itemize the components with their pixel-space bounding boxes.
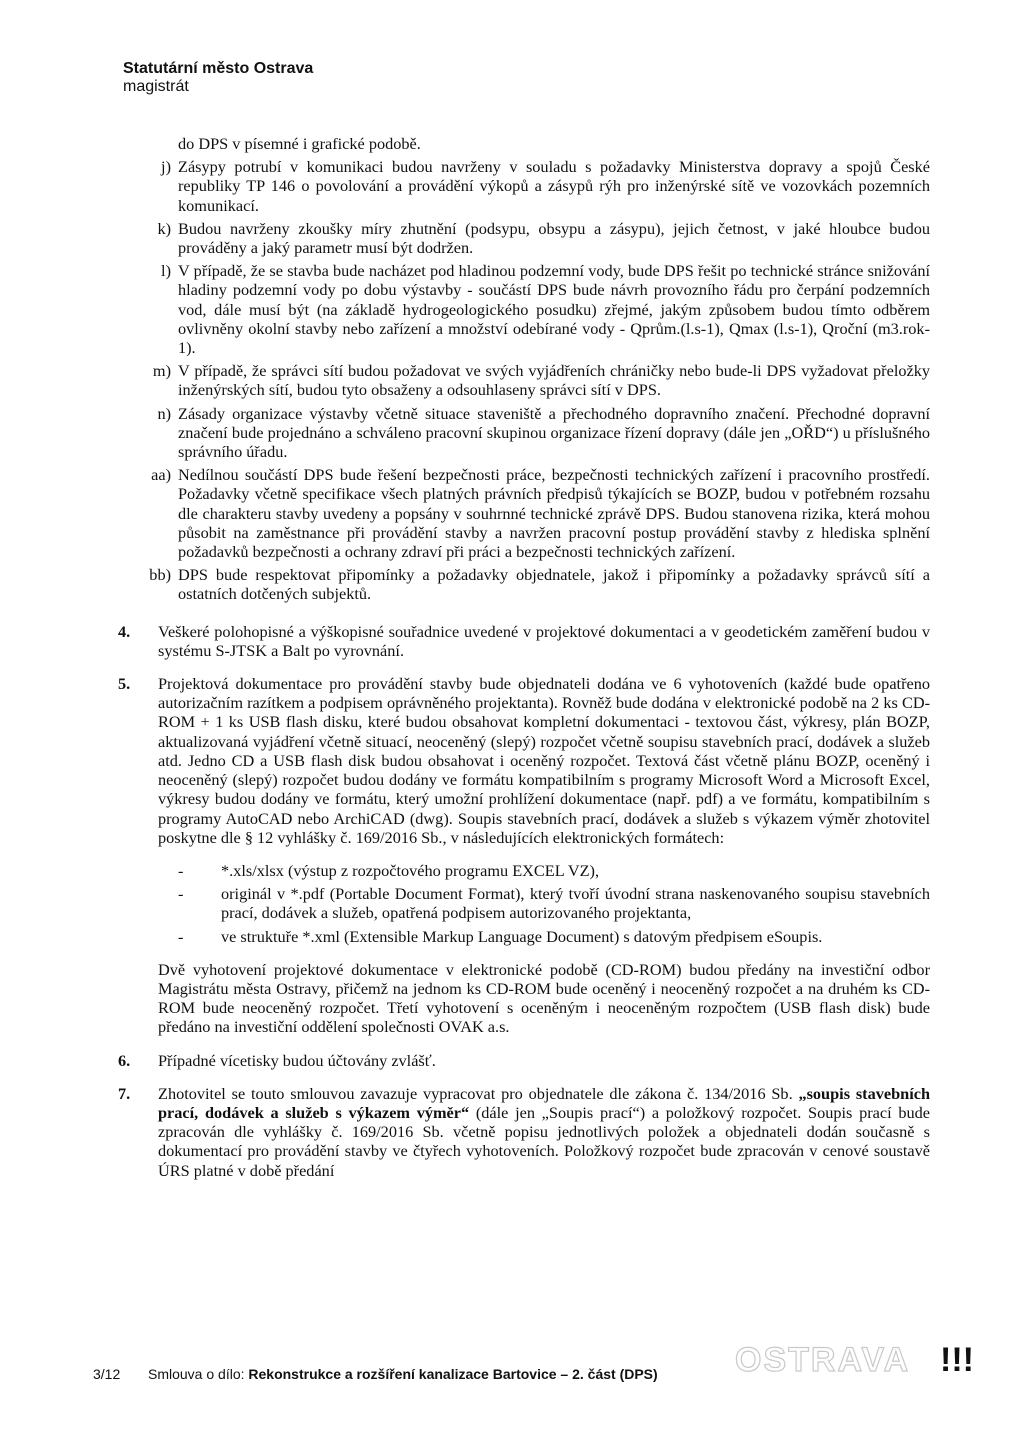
item-number: 6.	[118, 1050, 131, 1070]
item-7-text-a: Zhotovitel se touto smlouvou zavazuje vypracovat pro objednatele dle zákona č. 134/2016 Sb.	[158, 1083, 793, 1103]
sub-item-label: n)	[157, 403, 171, 423]
item-7-text-b: (dále jen „Soupis prací“) a položkový rozpočet. Soupis prací bude zpracován dle vyhlášky č. 169/2016 Sb. včetně popisu jednotlivých položek a objednateli dodán současně s dokumentací pro provádění stavby ve čtyřech vyhotoveních. Položkový rozpočet bude zpracován v cenové soustavě ÚRS platné v době předání	[158, 1102, 930, 1180]
sub-item-text: V případě, že se stavba bude nacházet pod hladinou podzemní vody, bude DPS řešit po technické stránce snižování hladiny podzemní vody po dobu výstavby - součástí DPS bude návrh provozního řádu pro čerpání podzemních vod, dále musí být (na základě hydrogeologického posudku) zřejmé, jakým způsobem budou tímto odběrem ovlivněny okolní stavby nebo zařízení a množství odebírané vody - Qprům.(l.s-1), Qmax (l.s-1), Qroční (m3.rok-1).	[178, 261, 930, 358]
sub-item-text: Zásypy potrubí v komunikaci budou navrženy v souladu s požadavky Ministerstva dopravy a spojů České republiky TP 146 o povolování a provádění výkopů a zásypů rýh pro inženýrské sítě ve vozovkách pozemních komunikací.	[178, 157, 930, 215]
footer-contract-title	[148, 1366, 658, 1382]
sub-item-label: aa)	[151, 465, 171, 485]
sub-item-l	[118, 261, 930, 357]
document-body	[118, 134, 930, 1180]
sub-item-text: V případě, že správci sítí budou požadovat ve svých vyjádřeních chráničky nebo bude-li DPS vyžadovat přeložky inženýrských sítí, budou tyto obsaženy a odsouhlaseny správci sítí v DPS.	[178, 361, 930, 400]
sub-item-text: Nedílnou součástí DPS bude řešení bezpečnosti práce, bezpečnosti technických zařízení i pracovního prostředí. Požadavky včetně specifikace všech platných právních předpisů týkajících se BOZP, budou v potřebném rozsahu dle charakteru stavby uvedeny a popsány v souhrnné technické zprávě DPS. Budou stanovena rizika, která mohou působit na zaměstnance při provádění stavby a navržen pracovní postup provádění stavby z hlediska splnění požadavků bezpečnosti a ochrany zdraví při práci a bezpečnosti technických zařízení.	[178, 465, 930, 562]
dash-item-text: originál v *.pdf (Portable Document Format), který tvoří úvodní strana naskenovaného soupisu stavebních prací, dodávek a služeb, opatřená podpisem autorizovaného projektanta,	[221, 884, 930, 923]
item-7-bold-term: „soupis stavebních prací, dodávek a služeb s výkazem výměr“	[158, 1083, 930, 1122]
sub-item-label: l)	[161, 261, 171, 281]
item-5-paragraph-2: Dvě vyhotovení projektové dokumentace v elektronické podobě (CD-ROM) budou předány na investiční odbor Magistrátu města Ostravy, přičemž na jednom ks CD-ROM bude oceněný i neoceněný rozpočet a na druhém ks CD-ROM bude neoceněný rozpočet. Třetí vyhotovení s oceněným i neoceněným rozpočtem (USB flash disk) bude předáno na investiční oddělení společnosti OVAK a.s.	[158, 959, 930, 1037]
header-organization: Statutární město Ostrava	[123, 60, 314, 77]
item-text: Projektová dokumentace pro provádění stavby bude objednateli dodána ve 6 vyhotoveních (každé bude opatřeno autorizačním razítkem a podpisem oprávněného projektanta). Rovněž bude dodána v elektronické podobě na 2 ks CD-ROM + 1 ks USB flash disku, které budou obsahovat kompletní dokumentaci - textovou část, výkresy, plán BOZP, aktualizovaná vyjádření včetně situací, neoceněný (slepý) rozpočet včetně soupisu stavebních prací, dodávek a služeb atd. Jedno CD a USB flash disk budou obsahovat i oceněný rozpočet. Textová část včetně plánu BOZP, oceněný i neoceněný (slepý) rozpočet budou dodány ve formátu kompatibilním s programy Microsoft Word a Microsoft Excel, výkresy budou dodány ve formátu, který umožní prohlížení dokumentace (např. pdf) a ve formátu, kompatibilním s programy AutoCAD nebo ArchiCAD (dwg). Soupis stavebních prací, dodávek a služeb s výkazem výměr zhotovitel poskytne dle § 12 vyhlášky č. 169/2016 Sb., v následujících elektronických formátech:	[158, 674, 930, 847]
footer-title-text: Rekonstrukce a rozšíření kanalizace Bartovice – 2. část (DPS)	[248, 1366, 658, 1382]
item-number: 5.	[118, 674, 131, 694]
header-subtitle: magistrát	[123, 78, 189, 95]
sub-item-j	[118, 157, 930, 215]
ostrava-logo	[735, 1340, 995, 1380]
sub-item-label: k)	[157, 218, 171, 238]
sub-item-k	[118, 219, 930, 257]
sub-item-text: do DPS v písemné i grafické podobě.	[178, 134, 421, 153]
footer-page-number: 3/12	[93, 1366, 121, 1382]
sub-item-label	[118, 134, 178, 153]
item-7	[118, 1084, 930, 1180]
item-4	[118, 622, 930, 660]
sub-item-m	[118, 361, 930, 399]
sub-item-label: j)	[161, 157, 171, 177]
item-5	[118, 674, 930, 847]
dash-item: - *.xls/xlsx (výstup z rozpočtového programu EXCEL VZ),	[178, 861, 930, 880]
dash-item: - originál v *.pdf (Portable Document Format), který tvoří úvodní strana naskenovaného soupisu stavebních prací, dodávek a služeb, opatřená podpisem autorizovaného projektanta,	[178, 884, 930, 923]
item-number: 4.	[118, 621, 131, 641]
item-text: Případné vícetisky budou účtovány zvlášť.	[158, 1050, 436, 1070]
sub-item-n	[118, 404, 930, 462]
item-text: Veškeré polohopisné a výškopisné souřadnice uvedené v projektové dokumentaci a v geodetickém zaměření budou v systému S-JTSK a Balt po vyrovnání.	[158, 621, 930, 660]
item-6	[118, 1051, 930, 1070]
dash-item-text: ve struktuře *.xml (Extensible Markup Language Document) s datovým předpisem eSoupis.	[221, 926, 823, 946]
sub-item-text: DPS bude respektovat připomínky a požadavky objednatele, jakož i připomínky a požadavky správců sítí a ostatních dotčených subjektů.	[178, 565, 930, 604]
sub-item-aa	[118, 465, 930, 561]
sub-item-label: m)	[152, 361, 171, 381]
dash-item-text: *.xls/xlsx (výstup z rozpočtového programu EXCEL VZ),	[221, 860, 600, 880]
footer-prefix: Smlouva o dílo:	[148, 1366, 245, 1382]
sub-item-bb	[118, 565, 930, 603]
sub-item-label: bb)	[149, 565, 171, 585]
logo-text: OSTRAVA	[735, 1341, 911, 1379]
sub-item-text: Budou navrženy zkoušky míry zhutnění (podsypu, obsypu a zásypu), jejich četnost, v jaké hloubce budou prováděny a jaký parametr musí být dodržen.	[178, 218, 930, 258]
sub-item-text: Zásady organizace výstavby včetně situace staveniště a přechodného dopravního značení. Přechodné dopravní značení bude projednáno a schváleno pracovní skupinou organizace řízení dopravy (dále jen „OŘD“) u příslušného správního úřadu.	[178, 403, 930, 462]
item-text	[158, 1084, 930, 1180]
logo-marks: !!!	[940, 1341, 974, 1379]
dash-item: - ve struktuře *.xml (Extensible Markup Language Document) s datovým předpisem eSoupis.	[178, 927, 930, 946]
sub-item-continuation	[118, 134, 930, 153]
item-number: 7.	[118, 1083, 131, 1103]
